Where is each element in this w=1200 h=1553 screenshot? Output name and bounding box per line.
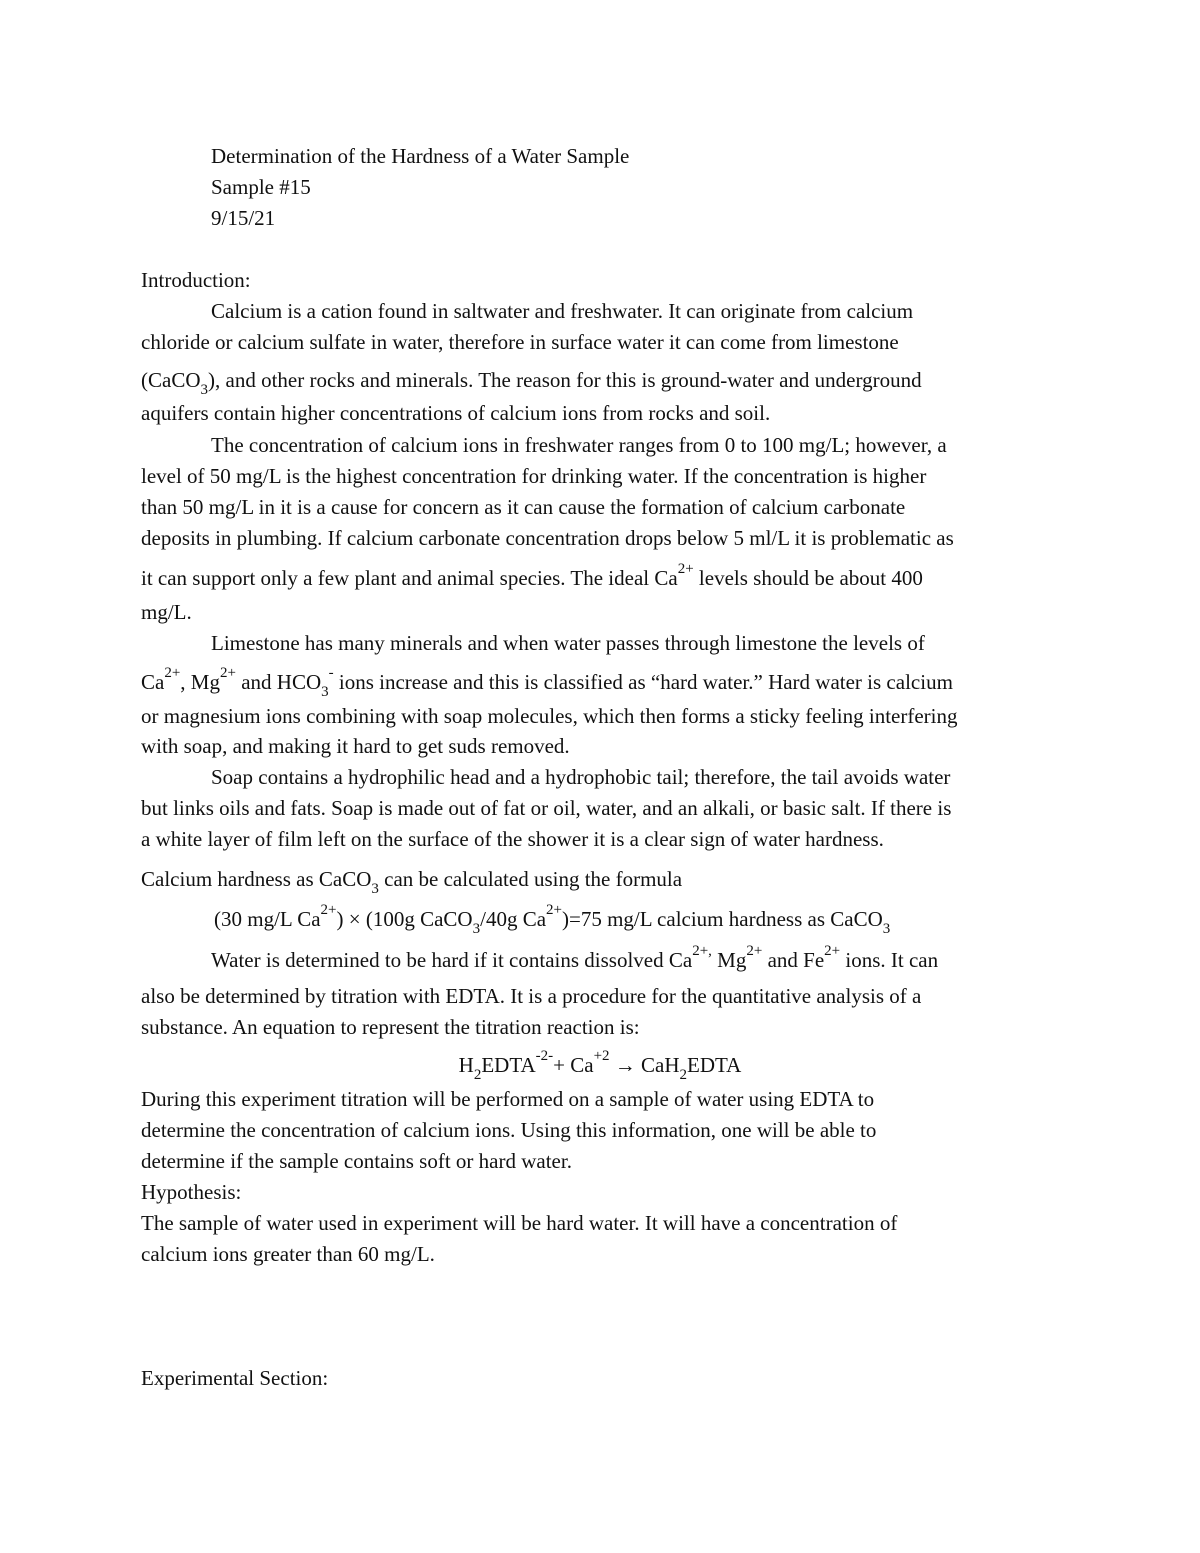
intro-p3-line: Limestone has many minerals and when water passes through limestone the levels of [211,631,925,655]
intro-p2-line: The concentration of calcium ions in freshwater ranges from 0 to 100 mg/L; however, a [211,433,947,457]
hypothesis-line: calcium ions greater than 60 mg/L. [141,1242,435,1266]
intro-p2-line: deposits in plumbing. If calcium carbonate concentration drops below 5 ml/L it is problematic as [141,526,954,550]
intro-p3-line: $Ca^{2+}$, $Mg^{2+}$ and $HCO_3^-$ ions increase and this is classified as “hard water.” Hard water is calcium [141,665,953,701]
intro-p2-line: level of 50 mg/L is the highest concentration for drinking water. If the concentration is higher [141,464,927,488]
document-date: 9/15/21 [211,206,276,230]
experimental-section-heading: Experimental Section: [141,1366,329,1390]
intro-p5-line: Water is determined to be hard if it contains dissolved $Ca^{2+,}$ $Mg^{2+}$ and $Fe^{2+}$ ions. It can [211,943,939,972]
introduction-heading: Introduction: [141,268,251,292]
intro-p2-line: mg/L. [141,600,192,624]
intro-p5-line: substance. An equation to represent the titration reaction is: [141,1015,640,1039]
document-title: Determination of the Hardness of a Water Sample [211,144,630,168]
intro-p4-line: a white layer of film left on the surface of the shower it is a clear sign of water hardness. [141,827,884,851]
calcium-hardness-intro: Calcium hardness as CaCO$_3$ can be calculated using the formula [141,867,683,898]
intro-p1-line: aquifers contain higher concentrations of calcium ions from rocks and soil. [141,401,771,425]
sample-number: Sample #15 [211,175,311,199]
intro-p6-line: determine the concentration of calcium ions. Using this information, one will be able to [141,1118,877,1142]
intro-p5-line: also be determined by titration with EDTA. It is a procedure for the quantitative analysis of a [141,984,922,1008]
intro-p3-line: with soap, and making it hard to get suds removed. [141,734,570,758]
intro-p1-line: (CaCO$_3$), and other rocks and minerals. The reason for this is ground-water and underground [141,368,922,399]
titration-equation: $H_2EDTA^{-2-}+ Ca^{+2}$ → CaH$_2$EDTA [458,1048,742,1084]
intro-p3-line: or magnesium ions combining with soap molecules, which then forms a sticky feeling interfering [141,704,958,728]
intro-p1-line: Calcium is a cation found in saltwater and freshwater. It can originate from calcium [211,299,914,323]
intro-p4-line: but links oils and fats. Soap is made out of fat or oil, water, and an alkali, or basic salt. If there is [141,796,952,820]
intro-p6-line: determine if the sample contains soft or hard water. [141,1149,572,1173]
intro-p6-line: During this experiment titration will be performed on a sample of water using EDTA to [141,1087,875,1111]
intro-p1-line: chloride or calcium sulfate in water, therefore in surface water it can come from limestone [141,330,899,354]
intro-p2-line: than 50 mg/L in it is a cause for concern as it can cause the formation of calcium carbonate [141,495,906,519]
intro-p4-line: Soap contains a hydrophilic head and a hydrophobic tail; therefore, the tail avoids water [211,765,951,789]
hardness-formula: (30 mg/L $Ca^{2+}) \times (100g$ CaCO$_3$/40g $Ca^{2+})=75$ mg/L calcium hardness as CaCO$_3$ [214,902,891,938]
hypothesis-line: The sample of water used in experiment will be hard water. It will have a concentration of [141,1211,898,1235]
intro-p2-line: it can support only a few plant and animal species. The ideal $Ca^{2+}$ levels should be about 400 [141,561,923,590]
hypothesis-heading: Hypothesis: [141,1180,242,1204]
